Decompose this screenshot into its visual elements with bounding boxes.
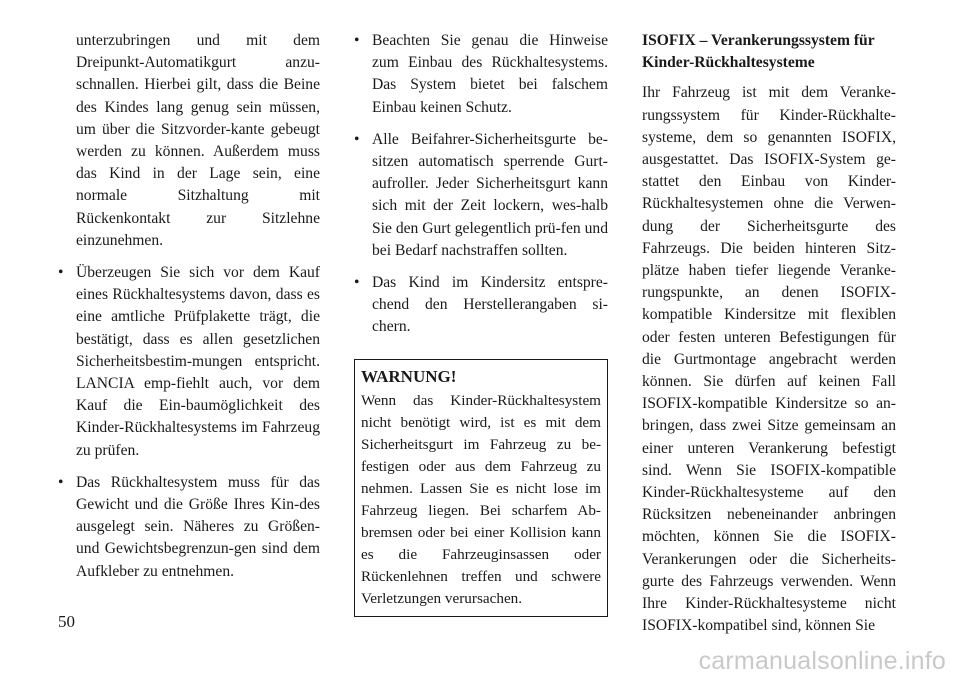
list-item-text: Das Rückhaltesystem muss für das Gewicht und die Größe Ihres Kin-des ausgelegt sein. Näheres zu Größen- und Gewichtsbegrenzun-gen sind dem Aufkleber zu entnehmen. bbox=[76, 473, 320, 580]
warning-title: WARNUNG! bbox=[361, 366, 457, 386]
list-item-text: Alle Beifahrer-Sicherheitsgurte be-sitzen automatisch sperrende Gurt-aufroller. Jeder Sicherheitsgurt kann sich mit der Zeit lockern, wes-halb Sie den Gurt gelegentlich prü-fen und bei Bedarf nachstraffen sollten. bbox=[372, 130, 609, 259]
bullet-icon: • bbox=[58, 264, 64, 282]
list-item bbox=[354, 129, 608, 262]
list-item bbox=[354, 272, 608, 339]
warning-text: Wenn das Kinder-Rückhaltesystem nicht benötigt wird, ist es mit dem Sicherheitsgurt im Fahrzeug zu be-festigen oder aus dem Fahrzeug zu nehmen. Lassen Sie es nicht lose im Fahrzeug liegen. Bei scharfem Ab-bremsen oder bei einer Kollision kann es die Fahrzeuginsassen oder Rückenlehnen treffen und schwere Verletzungen verursachen. bbox=[361, 391, 601, 607]
list-item-text: Überzeugen Sie sich vor dem Kauf eines Rückhaltesystems davon, dass es eine amtliche Prüfplakette trägt, die bestätigt, dass es allen gesetzlichen Sicherheitsbestim-mungen entspricht. LANCIA emp-fiehlt auch, vor dem Kauf die Ein-baumöglichkeit des Kinder-Rückhaltesystems im Fahrzeug zu prüfen. bbox=[76, 264, 320, 459]
list-item bbox=[58, 262, 320, 462]
continuation-paragraph: unterzubringen und mit dem Dreipunkt-Automatikgurt anzu-schnallen. Hierbei gilt, dass die Beine des Kindes lang genug sein müssen, um über die Sitzvorder-kante gebeugt werden zu können. Außerdem muss das Kind in der Lage sein, eine normale Sitzhaltung mit Rückenkontakt zur Sitzlehne einzunehmen. bbox=[76, 32, 320, 249]
list-item-text: Das Kind im Kindersitz entspre-chend den Herstellerangaben si-chern. bbox=[372, 274, 608, 336]
warning-box bbox=[354, 359, 608, 617]
bullet-icon: • bbox=[354, 32, 360, 49]
page-number: 50 bbox=[58, 612, 75, 631]
list-item bbox=[354, 30, 608, 119]
list-item bbox=[58, 472, 320, 583]
column-middle bbox=[354, 30, 608, 617]
column-right bbox=[642, 30, 896, 637]
body-paragraph: Ihr Fahrzeug ist mit dem Veranke-rungssystem für Kinder-Rückhalte-systeme, dem so genannten ISOFIX, ausgestattet. Das ISOFIX-System ge-stattet den Einbau von Kinder-Rückhaltesystemen ohne die Verwen-dung der Sicherheitsgurte des Fahrzeugs. Die beiden hinteren Sitz-plätze haben tiefer liegende Veranke-rungspunkte, an denen ISOFIX-kompatible Kindersitze mit flexiblen oder festen unteren Befestigungen für die Gurtmontage angebracht werden können. Sie dürfen auf keinen Fall ISOFIX-kompatible Kindersitze so an-bringen, dass zwei Sitze gemeinsam an einer unteren Verankerung befestigt sind. Wenn Sie ISOFIX-kompatible Kinder-Rückhaltesysteme auf den Rücksitzen nebeneinander anbringen möchten, können Sie die ISOFIX-Verankerungen oder die Sicherheits-gurte des Fahrzeugs verwenden. Wenn Ihre Kinder-Rückhaltesysteme nicht ISOFIX-kompatibel sind, können Sie bbox=[642, 84, 896, 635]
bullet-icon: • bbox=[354, 274, 360, 292]
bullet-icon: • bbox=[58, 473, 64, 491]
bullet-icon: • bbox=[354, 130, 360, 148]
list-item-text: Beachten Sie genau die Hinweise zum Einbau des Rückhaltesystems. Das System bietet bei falschem Einbau keinen Schutz. bbox=[372, 32, 608, 116]
column-left bbox=[58, 30, 320, 583]
section-heading: ISOFIX – Verankerungssystem für Kinder-Rückhaltesysteme bbox=[642, 32, 875, 72]
watermark: carmanualsonline.info bbox=[698, 647, 946, 675]
